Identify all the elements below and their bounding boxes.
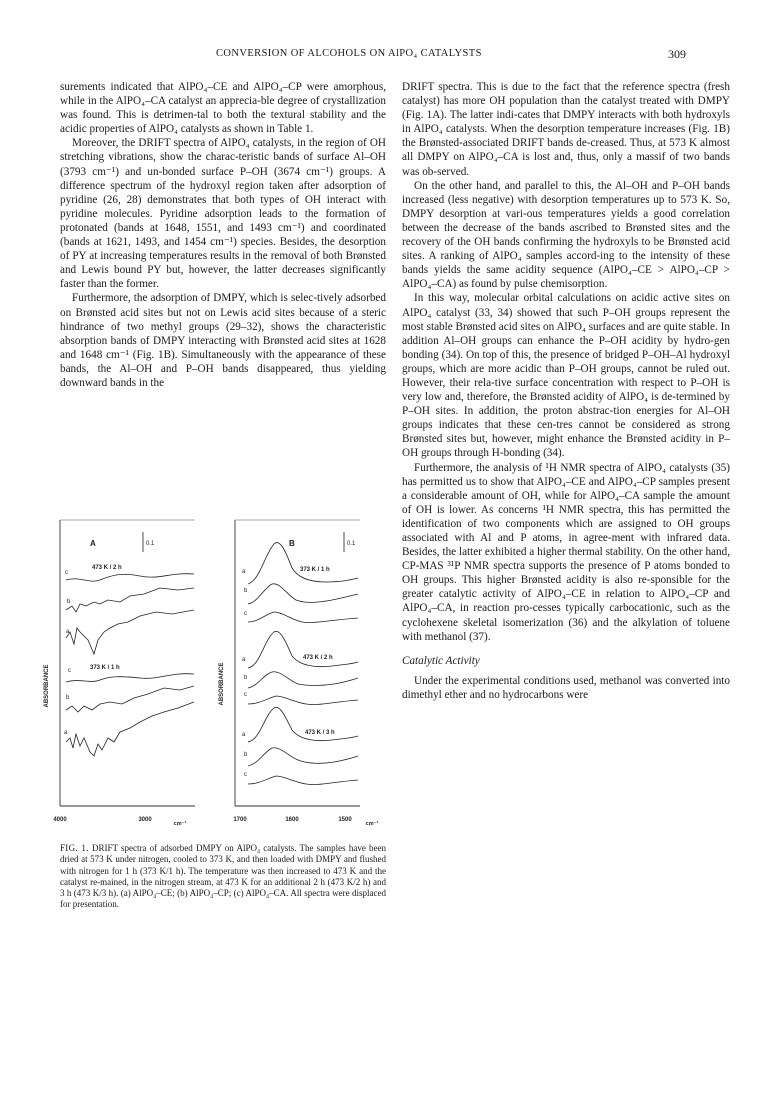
trace-label: c: [244, 772, 247, 778]
page-number: 309: [668, 47, 686, 61]
panel-a-label: A: [90, 539, 96, 548]
figure-1: [44, 516, 390, 836]
trace-label: c: [65, 570, 68, 576]
panel-b: [219, 520, 379, 827]
spectrum-trace: [248, 776, 358, 785]
running-title: CONVERSION OF ALCOHOLS ON AlPO₄ CATALYSTS: [216, 48, 482, 59]
panel-a-scale-label: 0.1: [146, 541, 155, 547]
x-axis-unit: cm⁻¹: [365, 821, 379, 827]
paragraph: DRIFT spectra. This is due to the fact that the reference spectra (fresh catalyst) has more OH population than the catalyst treated with DMPY (Fig. 1A). The latter indi-cates that DMPY interacts with both hydroxyls in AlPO₄ catalysts. When the desorption temperature increases (Fig. 1B) the Brønsted-associated DRIFT bands de-creased. Thus, at 573 K almost all DMPY on AlPO₄–CA is lost and, thus, only a massif of two bands was ob-served.: [402, 81, 730, 178]
trace-label: a: [242, 732, 246, 738]
trace-label: b: [244, 675, 248, 681]
trace-label: b: [244, 752, 248, 758]
paragraph: Moreover, the DRIFT spectra of AlPO₄ catalysts, in the region of OH stretching vibrations, show the charac-teristic bands of surface Al–OH (3793 cm⁻¹) and un-bonded surface P–OH (3674 cm⁻¹) groups. A difference spectrum of the hydroxyl region taken after adsorption of pyridine (26, 28) demonstrates that both types of OH interact with pyridine molecules. Pyridine adsorption leads to the formation of protonated (bands at 1648, 1551, and 1493 cm⁻¹) and coordinated (bands at 1621, 1493, and 1454 cm⁻¹) species. Besides, the desorption of PY at increasing temperatures results in the removal of both Brønsted and Lewis bound PY but, however, the latter decreases significantly faster than the former.: [60, 137, 386, 291]
trace-label: b: [66, 695, 70, 701]
trace-label: c: [244, 611, 247, 617]
spectrum-trace: [248, 631, 358, 668]
spectrum-trace: [248, 672, 358, 688]
trace-label: c: [68, 668, 71, 674]
panel-a-condition-label: 473 K / 2 h: [92, 565, 122, 571]
trace-label: a: [66, 629, 70, 635]
panel-b-label: B: [289, 539, 295, 548]
spectrum-trace: [66, 674, 194, 682]
page-header: [0, 48, 781, 64]
trace-label: b: [244, 588, 248, 594]
x-tick-label: 1500: [338, 817, 352, 823]
x-tick-label: 3000: [138, 817, 152, 823]
panel-b-condition-label: 473 K / 2 h: [303, 655, 333, 661]
caption-label: FIG. 1.: [60, 843, 89, 853]
figure-caption: [60, 843, 386, 911]
spectrum-trace: [66, 610, 194, 654]
spectrum-trace: [66, 588, 194, 612]
panel-b-scale-label: 0.1: [347, 541, 356, 547]
panel-a: [44, 520, 195, 827]
spectrum-trace: [66, 686, 194, 712]
x-tick-label: 4000: [53, 817, 67, 823]
trace-label: b: [67, 599, 71, 605]
spectrum-trace: [248, 707, 358, 742]
paragraph: Furthermore, the analysis of ¹H NMR spectra of AlPO₄ catalysts (35) has permitted us to show that AlPO₄–CE and AlPO₄–CP samples present a considerable amount of OH, while for AlPO₄–CA sample the amount of OH is lower. As concerns ¹H NMR spectra, this has permitted the identification of two components which are assigned to OH groups associated with Al and P atoms, in agree-ment with infrared data. Besides, the latter exhibited a higher thermal stability. On the other hand, CP-MAS ³¹P NMR spectra supports the presence of P atoms bonded to OH groups. This higher Brønsted acidity is also re-sponsible for the greater catalytic activity of AlPO₄–CE in relation to AlPO₄–CP and AlPO₄–CA, in reaction pro-cesses typically carbocationic, such as the cyclohexene skeletal isomerization (36) and the alkylation of toluene with methanol (37).: [402, 461, 730, 643]
trace-label: c: [244, 692, 247, 698]
panel-b-condition-label: 473 K / 3 h: [305, 730, 335, 736]
spectrum-trace: [248, 543, 358, 584]
paragraph: surements indicated that AlPO₄–CE and AlPO₄–CP were amorphous, while in the AlPO₄–CA catalyst an apprecia-ble degree of crystallization was found. This is detrimen-tal to both the textural stability and the acidic properties of AlPO₄ catalysts as shown in Table 1.: [60, 81, 386, 136]
spectrum-trace: [248, 584, 358, 604]
spectrum-trace: [66, 702, 194, 756]
paragraph: On the other hand, and parallel to this, the Al–OH and P–OH bands increased (less negative) with desorption temperatures up to 573 K. So, DMPY desorption at vari-ous temperatures yields a good correlation between the decrease of the bands ascribed to Brønsted sites and the recovery of the OH bands confirming the hydroxyls to be Brønsted acid sites. A ranking of AlPO₄ samples accord-ing to the intensity of these bands yields the same acidity sequence (AlPO₄–CE > AlPO₄–CP > AlPO₄–CA) as found by pulse chemisorption.: [402, 179, 730, 291]
x-tick-label: 1600: [285, 817, 299, 823]
x-tick-label: 1700: [233, 817, 247, 823]
spectrum-trace: [248, 612, 358, 623]
panel-b-condition-label: 373 K / 1 h: [300, 567, 330, 573]
section-subheading: Catalytic Activity: [402, 654, 480, 667]
x-axis-unit: cm⁻¹: [173, 821, 187, 827]
spectrum-trace: [248, 748, 358, 766]
trace-label: a: [64, 730, 68, 736]
trace-label: a: [242, 657, 246, 663]
right-column: [402, 80, 730, 702]
panel-a-condition-label: 373 K / 1 h: [90, 665, 120, 671]
spectrum-trace: [248, 696, 358, 705]
trace-label: a: [242, 569, 246, 575]
panel-a-y-axis-label: ABSORBANCE: [44, 664, 50, 708]
paragraph: Under the experimental conditions used, methanol was converted into dimethyl ether and no hydrocarbons were: [402, 674, 730, 701]
paragraph: In this way, molecular orbital calculations on acidic active sites on AlPO₄ catalyst (33, 34) showed that such P–OH groups represent the most stable Brønsted acid sites on AlPO₄ surfaces and are quite stable. In addition Al–OH groups can enhance the P–OH acidity by hydro-gen bonding (34). On top of this, the presence of bridged P–OH–Al hydroxyl groups, which are more acidic than P–OH groups, cannot be ruled out. However, their rela-tive surface concentration with respect to P–OH is very low and, therefore, the Brønsted acidity of AlPO₄ is de-termined by P–OH sites. In addition, the proton abstrac-tion energies for Al–OH groups indicates that these cen-tres cannot be considered as strong Brønsted sites but, however, might enhance the Brønsted acidity in P–OH groups through H-bonding (34).: [402, 292, 730, 460]
left-column: [60, 80, 386, 390]
panel-b-y-axis-label: ABSORBANCE: [219, 662, 225, 706]
paragraph: Furthermore, the adsorption of DMPY, which is selec-tively adsorbed on Brønsted acid sites but not on Lewis acid sites because of a steric hindrance of two methyl groups (29–32), shows the characteristic absorption bands of DMPY interacting with Brønsted acid sites at 1628 and 1648 cm⁻¹ (Fig. 1B). Simultaneously with the appearance of these bands, the Al–OH and P–OH bands disappeared, thus yielding downward bands in the: [60, 292, 386, 389]
spectrum-trace: [66, 574, 194, 581]
caption-text: DRIFT spectra of adsorbed DMPY on AlPO₄ catalysts. The samples have been dried at 573 K under nitrogen, cooled to 373 K, and then loaded with DMPY and flushed with nitrogen for 1 h (373 K/1 h). The temperature was then increased to 473 K and the catalyst re-mained, in the nitrogen stream, at 473 K for an additional 2 h (473 K/2 h) and 3 h (473 K/3 h). (a) AlPO₄–CE; (b) AlPO₄–CP; (c) AlPO₄–CA. All spectra were displaced for presentation.: [60, 843, 387, 910]
figure-1-drift-spectra: [44, 516, 390, 836]
